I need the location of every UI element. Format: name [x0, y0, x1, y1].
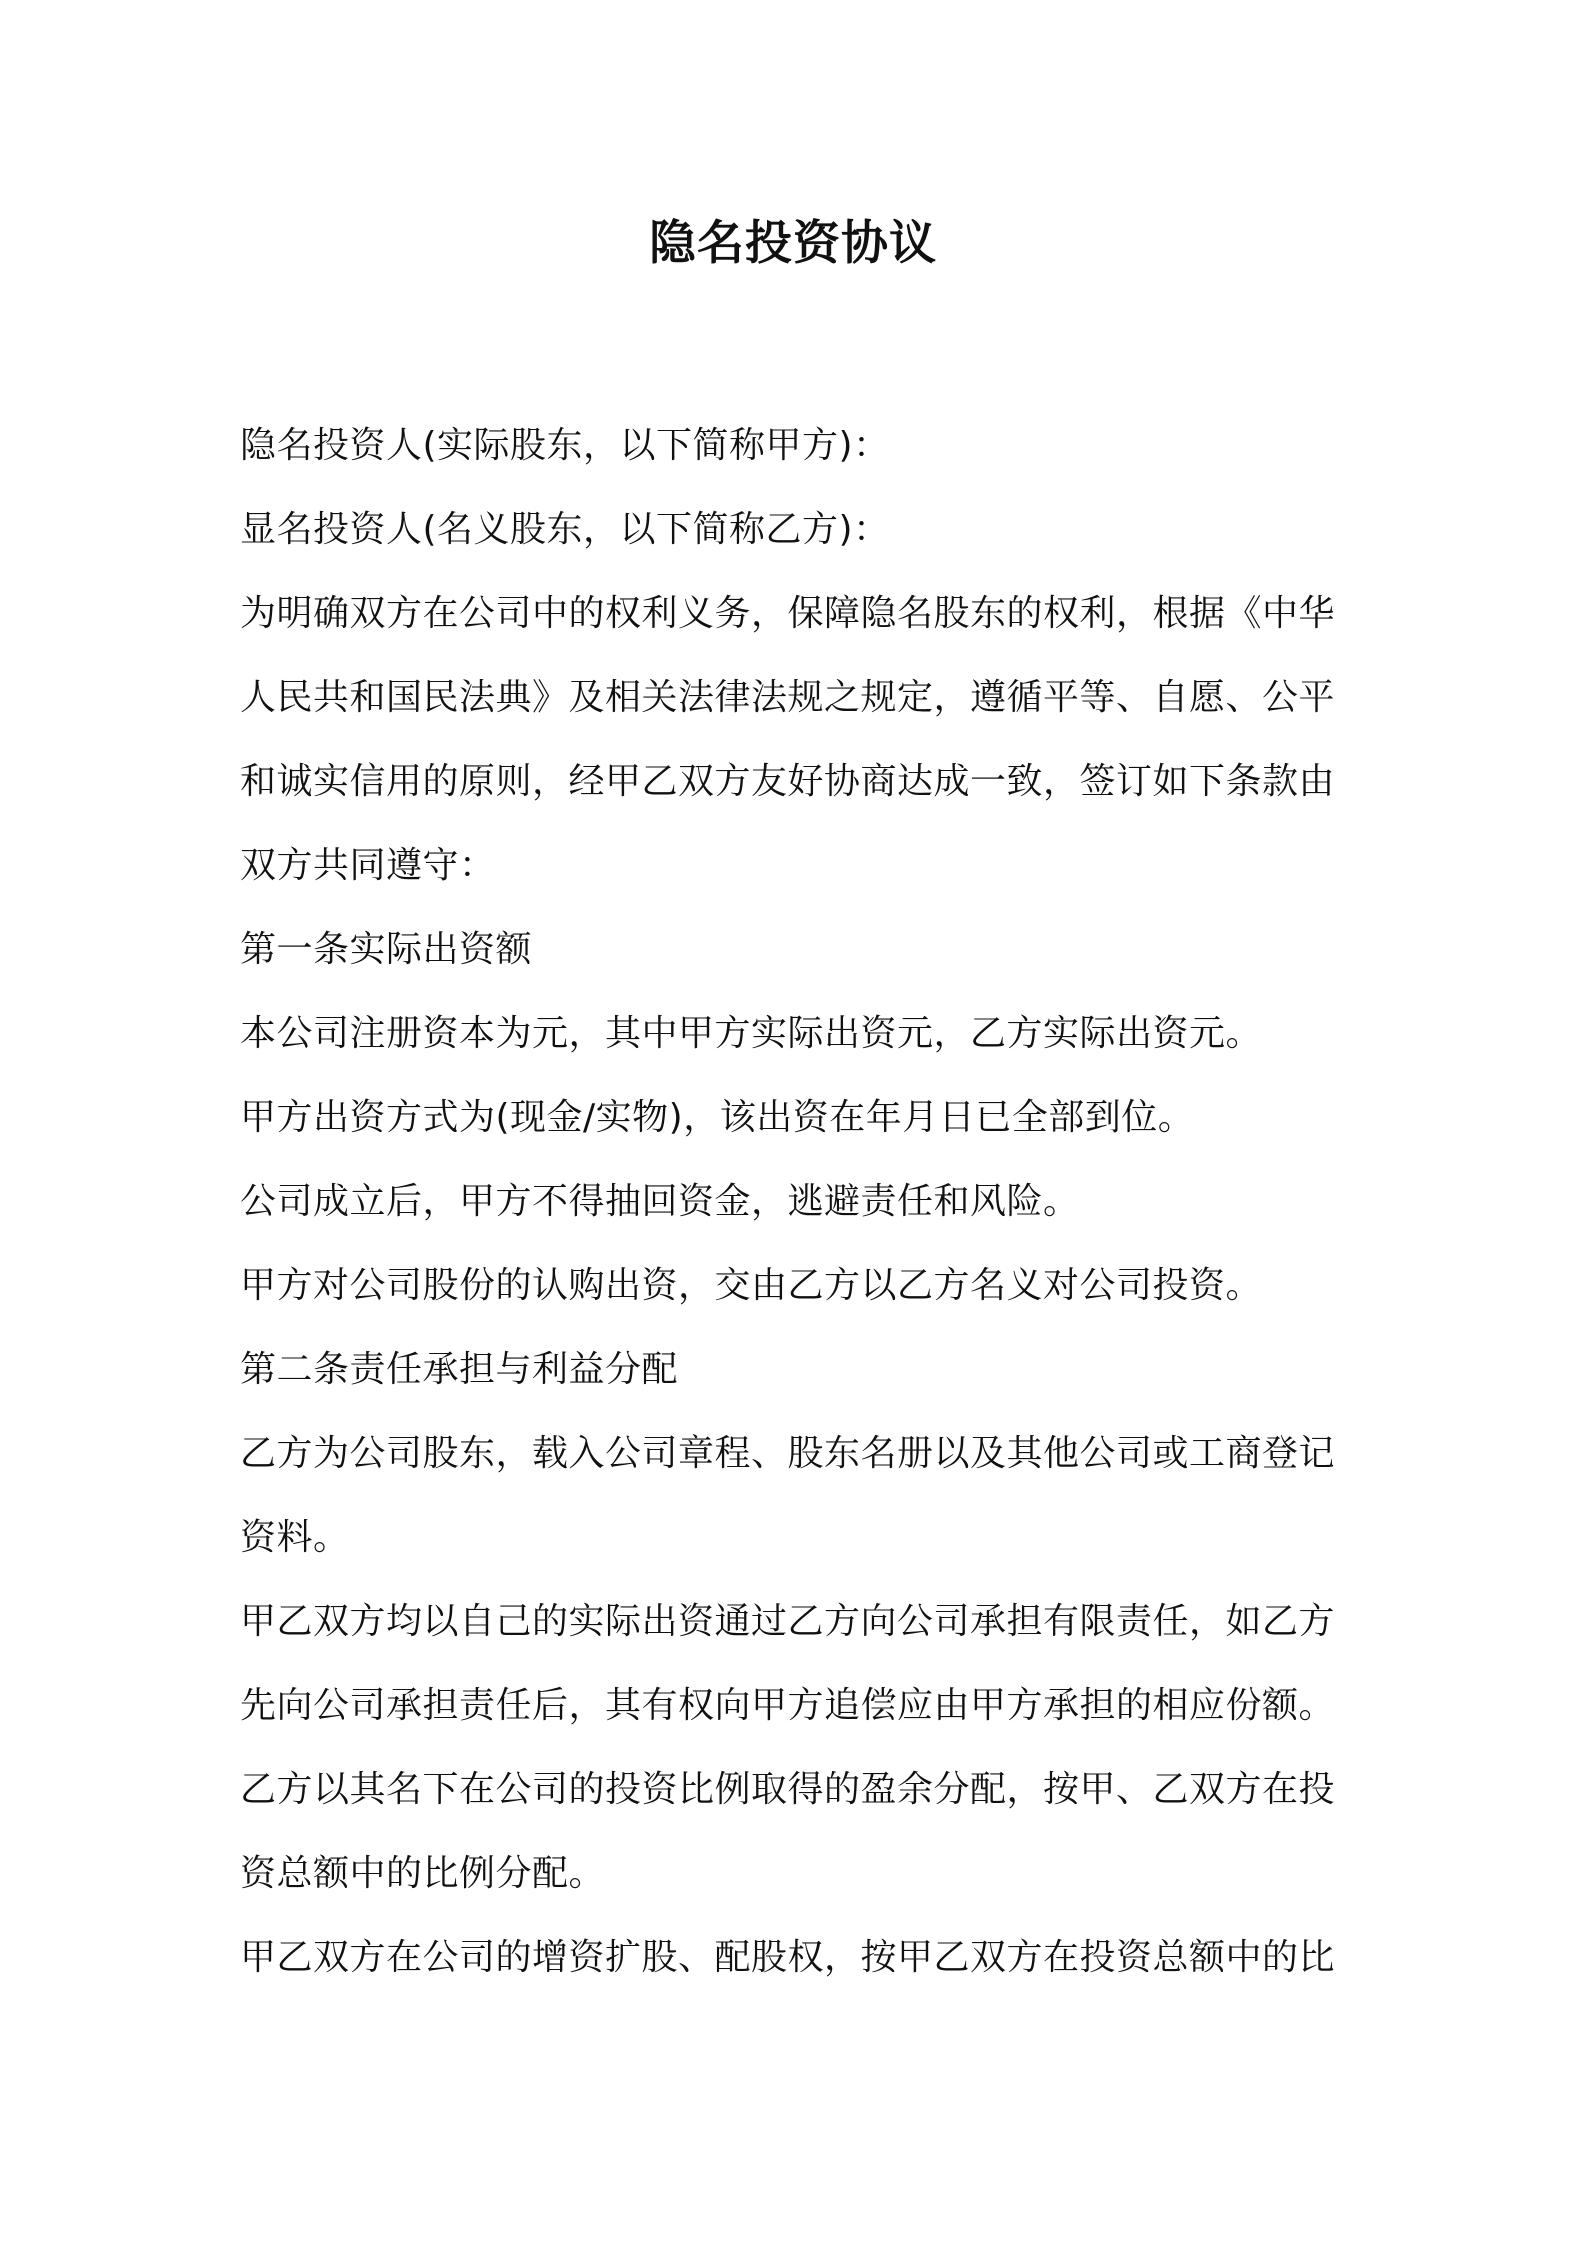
preamble-line: 双方共同遵守： — [240, 845, 496, 886]
article-1-heading: 第一条实际出资额 — [240, 929, 533, 970]
article-2-heading: 第二条责任承担与利益分配 — [240, 1349, 679, 1390]
preamble-line: 为明确双方在公司中的权利义务，保障隐名股东的权利，根据《中华 — [240, 593, 1336, 634]
preamble-line: 和诚实信用的原则，经甲乙双方友好协商达成一致，签订如下条款由 — [240, 761, 1336, 802]
article-2-clause: 乙方为公司股东，载入公司章程、股东名册以及其他公司或工商登记 — [240, 1433, 1336, 1474]
article-1-clause: 本公司注册资本为元，其中甲方实际出资元，乙方实际出资元。 — [240, 1013, 1263, 1054]
article-2-clause: 资总额中的比例分配。 — [240, 1853, 606, 1894]
document-title: 隐名投资协议 — [649, 216, 937, 271]
article-2-clause: 先向公司承担责任后，其有权向甲方追偿应由甲方承担的相应份额。 — [240, 1685, 1336, 1726]
document-body — [240, 404, 1360, 2000]
article-1-clause: 甲方对公司股份的认购出资，交由乙方以乙方名义对公司投资。 — [240, 1265, 1263, 1306]
article-1-clause: 公司成立后，甲方不得抽回资金，逃避责任和风险。 — [240, 1181, 1080, 1222]
article-2-clause: 乙方以其名下在公司的投资比例取得的盈余分配，按甲、乙双方在投 — [240, 1769, 1336, 1810]
article-2-clause: 资料。 — [240, 1517, 350, 1558]
preamble-line: 人民共和国民法典》及相关法律法规之规定，遵循平等、自愿、公平 — [240, 677, 1336, 718]
article-1-clause: 甲方出资方式为(现金/实物)，该出资在年月日已全部到位。 — [240, 1097, 1195, 1138]
party-a-line: 隐名投资人(实际股东，以下简称甲方)： — [240, 425, 890, 466]
article-2-clause: 甲乙双方在公司的增资扩股、配股权，按甲乙双方在投资总额中的比 — [240, 1937, 1336, 1978]
party-b-line: 显名投资人(名义股东，以下简称乙方)： — [240, 509, 890, 550]
article-2-clause: 甲乙双方均以自己的实际出资通过乙方向公司承担有限责任，如乙方 — [240, 1601, 1336, 1642]
